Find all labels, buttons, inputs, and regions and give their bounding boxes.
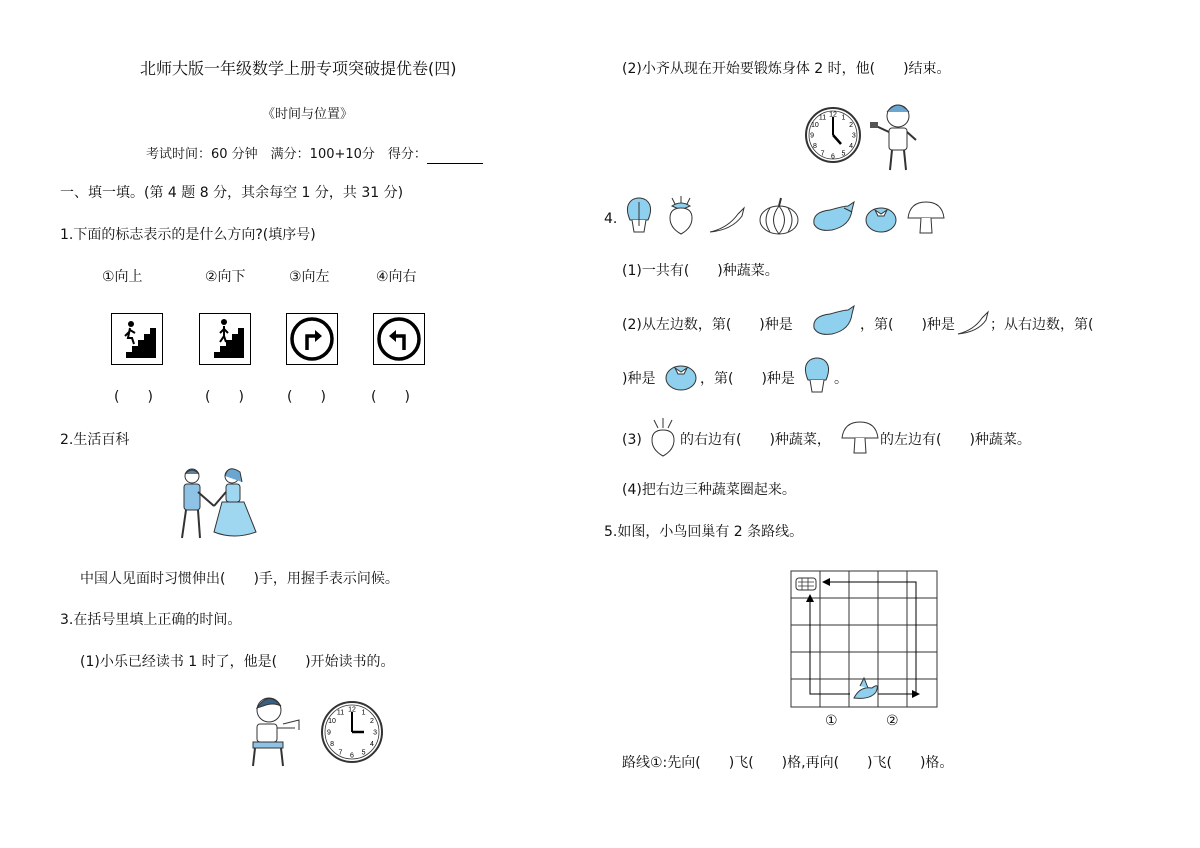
- stairs-down-icon: [200, 314, 250, 364]
- question-2: 2.生活百科: [60, 432, 130, 448]
- stairs-up-icon: [112, 314, 162, 364]
- clock-numeral: 1: [361, 709, 366, 717]
- clock-right: [804, 106, 862, 164]
- section-heading: 一、填一填。(第 4 题 8 分，其余每空 1 分，共 31 分): [60, 185, 404, 201]
- clock-numeral: 12: [829, 111, 837, 119]
- clock-numeral: 3: [373, 729, 377, 737]
- route-label-2: ②: [886, 713, 899, 729]
- mushroom-inline-icon: [840, 420, 880, 456]
- stairs-up-sign: [111, 313, 163, 365]
- reading-boy-illustration: [247, 694, 307, 768]
- pumpkin-icon: [758, 198, 800, 236]
- question-4-part-3c: 的左边有( )种蔬菜。: [880, 432, 1031, 448]
- option-down: ②向下: [205, 269, 246, 285]
- question-4-part-2f: 。: [834, 371, 848, 387]
- clock-left: [320, 700, 384, 764]
- clock-numeral: 2: [370, 717, 374, 725]
- handshake-illustration: [170, 466, 270, 542]
- question-4-part-2b: ，第( )种是: [860, 317, 955, 333]
- question-3-part-1: (1)小乐已经读书 1 时了，他是( )开始读书的。: [80, 654, 395, 670]
- option-right: ④向右: [376, 269, 417, 285]
- turn-left-sign: [373, 313, 425, 365]
- route-grid: [790, 570, 940, 708]
- clock-numeral: 10: [328, 717, 336, 725]
- mushroom-icon: [906, 200, 946, 236]
- question-3-part-2: (2)小齐从现在开始要锻炼身体 2 时，他( )结束。: [622, 61, 951, 77]
- answer-blank-4[interactable]: ( ): [371, 389, 410, 405]
- question-3: 3.在括号里填上正确的时间。: [60, 612, 242, 628]
- option-left: ③向左: [289, 269, 330, 285]
- clock-numeral: 9: [810, 132, 815, 140]
- cabbage-inline-icon: [800, 356, 834, 396]
- exam-info: [146, 146, 483, 164]
- radish-icon: [666, 196, 696, 236]
- question-4-part-2d: )种是: [622, 371, 656, 387]
- chili-pepper-inline-icon: [956, 310, 992, 336]
- exam-info-text: 考试时间：60 分钟 满分：100+10分 得分：: [146, 147, 427, 162]
- clock-numeral: 5: [841, 150, 846, 158]
- turn-left-icon: [374, 314, 424, 364]
- turn-right-icon: [287, 314, 337, 364]
- question-4-part-1: (1)一共有( )种蔬菜。: [622, 263, 779, 279]
- question-4-part-2e: ，第( )种是: [700, 371, 795, 387]
- clock-numeral: 4: [370, 741, 374, 749]
- tomato-icon: [864, 202, 898, 234]
- clock-numeral: 9: [327, 729, 331, 737]
- turn-right-sign: [286, 313, 338, 365]
- answer-blank-1[interactable]: ( ): [114, 389, 153, 405]
- option-up: ①向上: [102, 269, 143, 285]
- clock-numeral: 11: [336, 709, 345, 717]
- stairs-down-sign: [199, 313, 251, 365]
- radish-inline-icon: [648, 418, 678, 458]
- chili-pepper-icon: [708, 204, 748, 234]
- clock-numeral: 6: [350, 752, 354, 760]
- question-4: 4.: [604, 211, 618, 227]
- clock-numeral: 7: [820, 150, 825, 158]
- question-4-part-2c: ；从右边数，第(: [990, 317, 1094, 333]
- score-blank[interactable]: [427, 149, 483, 164]
- nest-icon: [796, 578, 816, 590]
- clock-numeral: 11: [818, 114, 827, 122]
- eggplant-icon: [810, 200, 856, 234]
- question-4-part-3a: (3): [622, 432, 642, 448]
- page-title: 北师大版一年级数学上册专项突破提优卷(四): [140, 59, 457, 78]
- question-4-part-4: (4)把右边三种蔬菜圈起来。: [622, 482, 796, 498]
- page-subtitle: 《时间与位置》: [262, 107, 354, 122]
- clock-numeral: 8: [330, 741, 334, 749]
- clock-numeral: 2: [849, 122, 854, 130]
- clock-numeral: 3: [851, 132, 856, 140]
- tomato-inline-icon: [664, 360, 698, 392]
- clock-numeral: 5: [361, 749, 366, 757]
- question-4-part-3b: 的右边有( )种蔬菜，: [680, 432, 831, 448]
- route-label-1: ①: [825, 713, 838, 729]
- exercising-boy-illustration: [868, 98, 928, 174]
- clock-numeral: 7: [338, 749, 343, 757]
- clock-numeral: 1: [841, 114, 846, 122]
- route-answer: 路线①:先向( )飞( )格,再向( )飞( )格。: [622, 755, 954, 771]
- question-4-part-2a: (2)从左边数，第( )种是: [622, 317, 793, 333]
- question-5: 5.如图，小鸟回巢有 2 条路线。: [604, 524, 804, 540]
- question-1: 1.下面的标志表示的是什么方向?(填序号): [60, 227, 316, 243]
- answer-blank-3[interactable]: ( ): [287, 389, 326, 405]
- eggplant-inline-icon: [810, 304, 856, 338]
- clock-numeral: 10: [811, 122, 819, 130]
- clock-numeral: 6: [831, 153, 835, 161]
- answer-blank-2[interactable]: ( ): [205, 389, 244, 405]
- clock-numeral: 12: [348, 706, 356, 714]
- cabbage-icon: [622, 196, 656, 236]
- question-2-sentence: 中国人见面时习惯伸出( )手，用握手表示问候。: [80, 571, 399, 587]
- clock-numeral: 4: [849, 142, 854, 150]
- clock-numeral: 8: [812, 142, 817, 150]
